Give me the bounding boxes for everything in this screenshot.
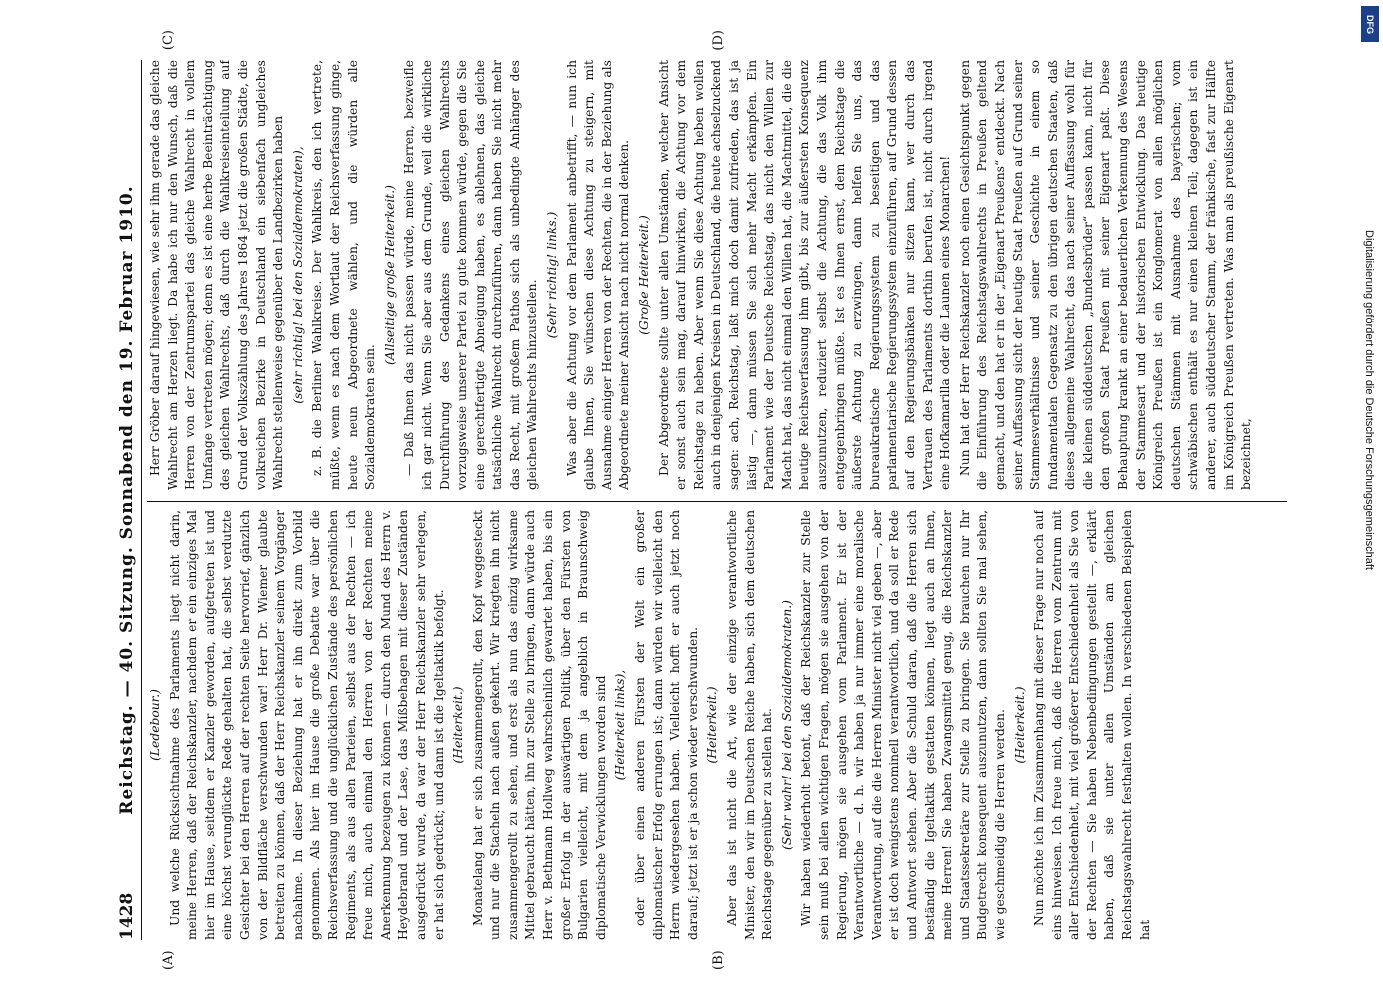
interjection: (Sehr wahr! bei den Sozialdemokraten.) xyxy=(779,600,794,850)
page-title: Reichstag. — 40. Sitzung. Sonnabend den 19. Februar 1910. xyxy=(117,185,137,815)
interjection: (sehr richtig! bei den Sozialdemokraten), xyxy=(290,146,305,404)
column-divider xyxy=(147,501,1287,502)
paragraph: Wir haben wiederholt betont, daß der Reichskanzler zur Stelle sein muß bei allen wichtigen Fragen, mögen sie ausgehen von der Regierung, mögen sie ausgehen vom Parlament. Er ist der Verantwortliche — d. h. wir haben ja nur immer eine moralische Verantwortung, auf die die Herren Minister nicht viel geben —, aber er ist doch wenigstens nominell verantwortlich, und da soll er Rede und Antwort stehen. Aber die Schuld daran, daß die Herren sich beständig die Igeltaktik gestatten können, liegt auch an Ihnen, meine Herren! Sie haben Zwangsmittel genug, die Reichskanzler und Staatssekretäre zur Stelle zu bringen. Sie brauchen nur Ihr Budgetrecht konsequent auszunutzen, dann sollten Sie mal sehen, wie geschmeidig die Herren werden. xyxy=(799,510,1007,940)
right-column xyxy=(147,60,1287,490)
interjection: (Heiterkeit.) xyxy=(1012,686,1027,764)
margin-marker-c: (C) xyxy=(161,30,176,51)
paragraph: Herr Gröber darauf hingewiesen, wie sehr ihm gerade das gleiche Wahlrecht am Herzen liegt. Da habe ich nur den Wunsch, daß die Herren von der Zentrumspartei das gleiche Wahlrecht in vollem Umfange vertreten mögen; denn es ist eine herbe Beeinträchtigung des gleichen Wahlrechts, daß durch die Wahlkreiseinteilung auf Grund der Volkszählung des Jahres 1864 jetzt die großen Städte, die volkreichen Bezirke in Deutschland ein siebenfach ungleiches Wahlrecht stellenweise gegenüber den Landbezirken haben xyxy=(148,60,286,490)
paragraph: z. B. die Berliner Wahlkreise. Der Wahlkreis, den ich vertrete, müßte, wenn es nach dem Wortlaut der Reichsverfassung ginge, heute neun Abgeordnete wählen, und die würden alle Sozialdemokraten sein. xyxy=(310,60,378,490)
paragraph: Und welche Rücksichtnahme des Parlaments liegt nicht darin, meine Herren, daß der Reichskanzler, nachdem er ein einziges Mal hier im Hause, seitdem er Kanzler geworden, aufgetreten ist und eine höchst verunglückte Rede gehalten hat, die selbst verdutzte Gesichter bei den Herren auf der rechten Seite hervorrief, gänzlich von der Bildfläche verschwunden war! Herr Dr. Wiemer glaubte betreiten zu können, daß der Herr Reichskanzler seinem Vorgänger nachahme. In dieser Beziehung hat er ihn direkt zum Vorbild genommen. Als hier im Hause die große Debatte war über die Reichsverfassung und die unglücklichen Zustände des persönlichen Regiments, als aus allen Parteien, selbst aus der Rechten — ich freue mich, auch einmal den Herren von der Rechten meine Anerkennung bezeugen zu können — durch den Mund des Herrn v. Heydebrand und der Lase, das Mißbehagen mit dieser Zuständen ausgedrückt wurde, da war der Herr Reichskanzler sehr verlegen, er hat sich gedrückt; und dann ist die Igeltaktik befolgt. xyxy=(167,510,446,940)
paragraph: Monatelang hat er sich zusammengerollt, den Kopf weggesteckt und nur die Stacheln nach außen gekehrt. Wir kriegten ihn nicht zusammengerollt zu sehen, und erst als nun das einzig wirksame Mittel gebraucht hätten, ihn zur Stelle zu bringen, dann würde auch Herr v. Bethmann Hollweg wahrscheinlich gewartet haben, bis ein großer Erfolg in der auswärtigen Politik, über den Fürsten von Bulgarien vielleicht, mit dem ja angeblich in Braunschweig diplomatische Verwicklungen worden sind xyxy=(470,510,608,940)
speaker-name: (Ledebour.) xyxy=(148,689,162,761)
interjection: (Heiterkeit.) xyxy=(705,686,720,764)
credit-text: Digitalisierung gefördert durch die Deutsche Forschungsgemeinschaft xyxy=(1363,230,1375,570)
margin-marker-a: (A) xyxy=(161,950,176,970)
paragraph: Nun hat der Herr Reichskanzler noch einen Gesichtspunkt gegen die Einführung des Reichstagswahlrechts in Preußen geltend gemacht, und den hat er in der „Eigenart Preußens“ entdeckt. Nach seiner Auffassung sicht der heutige Staat Preußen auf Grund seiner Stammesverhältnisse und seiner Geschichte in einem so fundamentalen Gegensatz zu den übrigen deutschen Staaten, daß dieses allgemeine Wahlrecht, das nach seiner Auffassung wohl für die kleinen süddeutschen „Bundesbrüder“ passen kann, nicht für den großen Staat Preußen mit seiner Eigenart paßt. Diese Behauptung krankt an einer bedauerlichen Verkennung des Wesens der Stammesart und der historischen Entwicklung. Das heutige Königreich Preußen ist ein Konglomerat von allen möglichen deutschen Stämmen mit Ausnahme des bayerischen; vom schwäbischen enthält es nur einen kleinen Teil; dagegen ist ein anderer, auch süddeutscher Stamm, der fränkische, fast zur Hälfte im Königreich Preußen vertreten. Was man als preußische Eigenart bezeichnet, xyxy=(957,60,1254,490)
paragraph: Nun möchte ich im Zusammenhang mit dieser Frage nur noch auf eins hinweisen. Ich freue mich, daß die Herren vom Zentrum mit aller Entschiedenheit, mit viel größerer Entschiedenheit als Sie von der Rechten — Sie haben Nebenbedingungen gestellt —, erklärt haben, daß sie unter allen Umständen am gleichen Reichstagswahlrecht festhalten wollen. In verschiedenen Beispielen hat xyxy=(1032,510,1152,940)
interjection: (Heiterkeit links), xyxy=(613,669,628,781)
paragraph: Aber das ist nicht die Art, wie der einzige verantwortliche Minister, den wir im Deutschen Reiche haben, sich dem deutschen Reichstage gegenüber zu stellen hat. xyxy=(725,510,775,940)
interjection: (Heiterkeit.) xyxy=(451,686,466,764)
page-number: 1428 xyxy=(117,892,137,940)
paragraph: — Daß Ihnen das nicht passen würde, meine Herren, bezweifle ich gar nicht. Wenn Sie aber aus dem Grunde, weil die wirkliche Durchführung des Gedankens eines gleichen Wahlrechts vorzugsweise unserer Partei zu gute kommen würde, gegen die Sie eine gerechtfertigte Abneigung haben, es ablehnen, das gleiche tatsächliche Wahlrecht durchzuführen, dann haben Sie nicht mehr das Recht, mit großem Pathos sich als unbedingte Anhänger des gleichen Wahlrechts hinzustellen. xyxy=(402,60,540,490)
interjection: (Große Heiterkeit.) xyxy=(637,215,652,335)
paragraph: oder über einen anderen Fürsten der Welt ein großer diplomatischer Erfolg errungen ist; dann würden wir vielleicht den Herrn wiedergesehen haben. Vielleicht hofft er auch jetzt noch darauf; jetzt ist er ja schon wieder verschwunden. xyxy=(633,510,700,940)
margin-marker-d: (D) xyxy=(711,30,726,51)
header-rule xyxy=(141,60,142,940)
dfg-logo: DFG xyxy=(1361,6,1379,42)
left-column xyxy=(147,510,1287,940)
digitization-credit xyxy=(1361,20,1377,780)
paragraph: Der Abgeordnete sollte unter allen Umständen, welcher Ansicht er sonst auch sein mag, darauf hinwirken, die Achtung vor dem Reichstage zu heben. Aber wenn Sie diese Achtung heben wollen auch in denjenigen Kreisen in Deutschland, die heute achselzuckend sagen: ach, Reichstag, laßt mich doch damit zufrieden, das ist ja lästig —, dann müssen Sie sich mehr Macht erkämpfen. Ein Parlament wie der Deutsche Reichstag, das nicht den Willen zur Macht hat, das nicht einmal den Willen hat, die Machtmittel, die die heutige Reichsverfassung ihm gibt, bis zur äußersten Konsequenz auszunutzen, reduziert selbst die Achtung, die das Volk ihm entgegenbringen müßte. Ist es Ihnen ernst, dem Reichstage die äußerste Achtung zu erzwingen, dann helfen Sie uns, das bureaukratische Regierungssystem zu beseitigen und das parlamentarische Regierungssystem einzuführen, auf Grund dessen auf den Regierungsbänken nur sitzen kann, wer durch das Vertrauen des Parlaments dorthin berufen ist, nicht durch irgend eine Hofkamarilla oder die Launen eines Monarchen! xyxy=(656,60,953,490)
paragraph: Was aber die Achtung vor dem Parlament anbetrifft, — nun ich glaube Ihnen, Sie wünschen diese Achtung zu steigern, mit Ausnahme einiger Herren von der Rechten, die in der Beziehung als Abgeordnete meiner Ansicht nach nicht normal denken. xyxy=(564,60,632,490)
margin-marker-b: (B) xyxy=(711,950,726,970)
interjection: (Allseitige große Heiterkeit.) xyxy=(382,185,397,365)
interjection: (Sehr richtig! links.) xyxy=(545,211,560,339)
page-header xyxy=(109,60,149,940)
rotated-page xyxy=(51,20,1331,980)
